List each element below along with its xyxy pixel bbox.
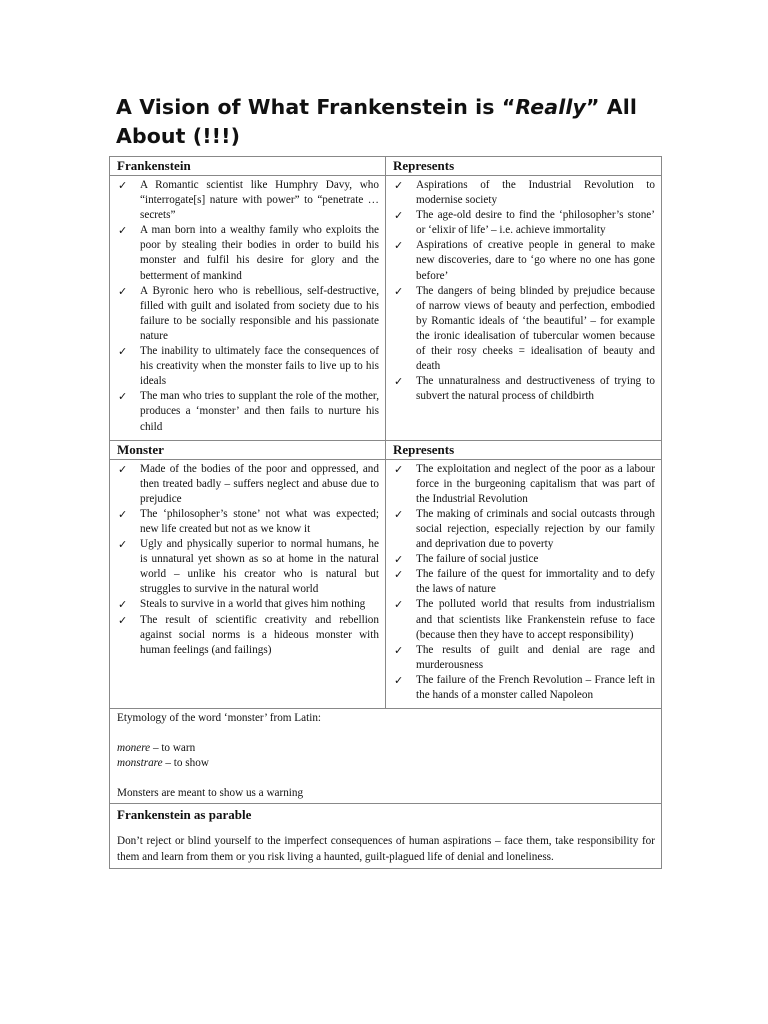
etymology-line-monere [117, 741, 655, 756]
title-start: A Vision of What Frankenstein is “ [116, 95, 516, 119]
parable-text: Don’t reject or blind yourself to the imperfect consequences of human aspirations – face them, take responsibility for them and learn from them or you risk living a haunted, guilt-plagued life of denial and loneliness. [117, 835, 655, 863]
list-item-text: Made of the bodies of the poor and oppressed, and then treated badly – suffers neglect and abuse due to prejudice [140, 462, 379, 505]
list-item [394, 178, 655, 208]
checkmark-icon: ✓ [118, 613, 128, 627]
checkmark-icon: ✓ [394, 209, 404, 223]
etymology-conclusion: Monsters are meant to show us a warning [117, 787, 304, 800]
latin-word-monstrare: monstrare [117, 757, 163, 770]
list-item [394, 552, 655, 567]
list-item [394, 374, 655, 404]
list-item [118, 178, 379, 223]
checkmark-icon: ✓ [394, 673, 404, 687]
list-item [394, 597, 655, 642]
checkmark-icon: ✓ [394, 239, 404, 253]
checkmark-icon: ✓ [118, 390, 128, 404]
list-item [394, 208, 655, 238]
parable-cell [110, 804, 662, 868]
list-item [118, 613, 379, 658]
list-item [394, 507, 655, 552]
list-item [394, 284, 655, 375]
list-item [118, 389, 379, 434]
point-list [386, 460, 661, 709]
document-title [116, 93, 661, 151]
represents-points-cell [386, 176, 662, 441]
list-item [118, 284, 379, 344]
section-body-row [110, 176, 662, 441]
checkmark-icon: ✓ [394, 553, 404, 567]
subject-points-cell [110, 176, 386, 441]
checkmark-icon: ✓ [118, 462, 128, 476]
list-item [394, 643, 655, 673]
list-item-text: The exploitation and neglect of the poor as a labour force in the burgeoning capitalism that was part of the Industrial Revolution [416, 462, 655, 505]
list-item [394, 462, 655, 507]
list-item-text: The failure of the quest for immortality and to defy the laws of nature [416, 568, 655, 596]
point-list [386, 176, 661, 409]
title-emphasis: Really [515, 95, 586, 119]
title-end: ” All About (!!!) [116, 95, 637, 148]
checkmark-icon: ✓ [118, 224, 128, 238]
list-item [118, 344, 379, 389]
list-item-text: A Romantic scientist like Humphry Davy, who “interrogate[s] nature with power” to “penetrate … secrets” [140, 179, 379, 222]
list-item-text: Aspirations of creative people in general to make new discoveries, dare to ‘go where no one has gone before’ [416, 239, 655, 282]
checkmark-icon: ✓ [118, 284, 128, 298]
list-item [394, 238, 655, 283]
sections-body [110, 157, 662, 869]
checkmark-icon: ✓ [394, 179, 404, 192]
list-item-text: Ugly and physically superior to normal humans, he is unnatural yet shown as so at home in the natural world – unlike his creator who is natural but struggles to survive in the natural world [140, 538, 379, 596]
parable-heading: Frankenstein as parable [117, 807, 252, 823]
list-item-text: The making of criminals and social outcasts through social rejection, especially rejection by our family and deprivation due to poverty [416, 507, 655, 551]
checkmark-icon: ✓ [118, 179, 128, 192]
list-item-text: The dangers of being blinded by prejudice because of narrow views of beauty and perfection, embodied by Romantic ideals of ‘the beautiful’ – for example the ironic idealisation of tubercular women because of their rosy cheeks = idealisation of beauty and death [416, 284, 655, 373]
checkmark-icon: ✓ [394, 507, 404, 521]
list-item-text: The inability to ultimately face the consequences of his creativity when the monster fails to live up to his ideals [140, 345, 379, 388]
represents-header: Represents [386, 440, 662, 459]
list-item-text: The failure of the French Revolution – France left in the hands of a monster called Napoleon [416, 673, 655, 701]
list-item-text: A Byronic hero who is rebellious, self-destructive, filled with guilt and isolated from society due to his failure to be socially responsible and his passionate nature [140, 284, 379, 342]
point-list [110, 460, 385, 663]
checkmark-icon: ✓ [394, 598, 404, 612]
checkmark-icon: ✓ [394, 284, 404, 298]
checkmark-icon: ✓ [118, 507, 128, 521]
checkmark-icon: ✓ [394, 568, 404, 582]
list-item [394, 673, 655, 703]
etymology-cell [110, 709, 662, 804]
list-item-text: The ‘philosopher’s stone’ not what was expected; new life created but not as we know it [140, 507, 379, 535]
section-header-row [110, 440, 662, 459]
section-body-row [110, 459, 662, 709]
list-item-text: The man who tries to supplant the role of the mother, produces a ‘monster’ and then fails to nurture his child [140, 390, 379, 433]
list-item-text: Steals to survive in a world that gives him nothing [140, 598, 366, 611]
section-header-row [110, 157, 662, 176]
point-list [110, 176, 385, 440]
list-item [118, 597, 379, 612]
list-item-text: The unnaturalness and destructiveness of trying to subvert the natural process of childbirth [416, 375, 655, 403]
definition-monstrare: – to show [162, 757, 209, 770]
frankenstein-table [109, 156, 662, 869]
list-item-text: The result of scientific creativity and rebellion against social norms is a hideous monster with human feelings (and failings) [140, 613, 379, 656]
parable-row [110, 804, 662, 868]
checkmark-icon: ✓ [394, 462, 404, 476]
list-item-text: The age-old desire to find the ‘philosopher’s stone’ or ‘elixir of life’ – i.e. achieve immortality [416, 209, 655, 237]
etymology-intro: Etymology of the word ‘monster’ from Latin: [117, 712, 322, 725]
subject-points-cell [110, 459, 386, 709]
list-item-text: Aspirations of the Industrial Revolution to modernise society [416, 179, 655, 207]
list-item [118, 537, 379, 597]
etymology-line-monstrare [117, 756, 655, 771]
latin-word-monere: monere [117, 742, 151, 755]
etymology-row [110, 709, 662, 804]
subject-header: Monster [110, 440, 386, 459]
checkmark-icon: ✓ [394, 375, 404, 389]
list-item-text: The failure of social justice [416, 553, 539, 566]
list-item-text: A man born into a wealthy family who exploits the poor by stealing their bodies in order to build his monster and fulfil his desire for glory and the betterment of mankind [140, 224, 379, 282]
list-item-text: The results of guilt and denial are rage and murderousness [416, 643, 655, 671]
list-item [118, 507, 379, 537]
checkmark-icon: ✓ [118, 598, 128, 612]
list-item [118, 223, 379, 283]
list-item [394, 567, 655, 597]
represents-points-cell [386, 459, 662, 709]
checkmark-icon: ✓ [118, 538, 128, 552]
represents-header: Represents [386, 157, 662, 176]
checkmark-icon: ✓ [118, 345, 128, 359]
list-item-text: The polluted world that results from industrialism and that scientists like Frankenstein refuse to face (because then they have to accept responsibility) [416, 598, 655, 641]
definition-monere: – to warn [150, 742, 196, 755]
list-item [118, 462, 379, 507]
subject-header: Frankenstein [110, 157, 386, 176]
checkmark-icon: ✓ [394, 643, 404, 657]
